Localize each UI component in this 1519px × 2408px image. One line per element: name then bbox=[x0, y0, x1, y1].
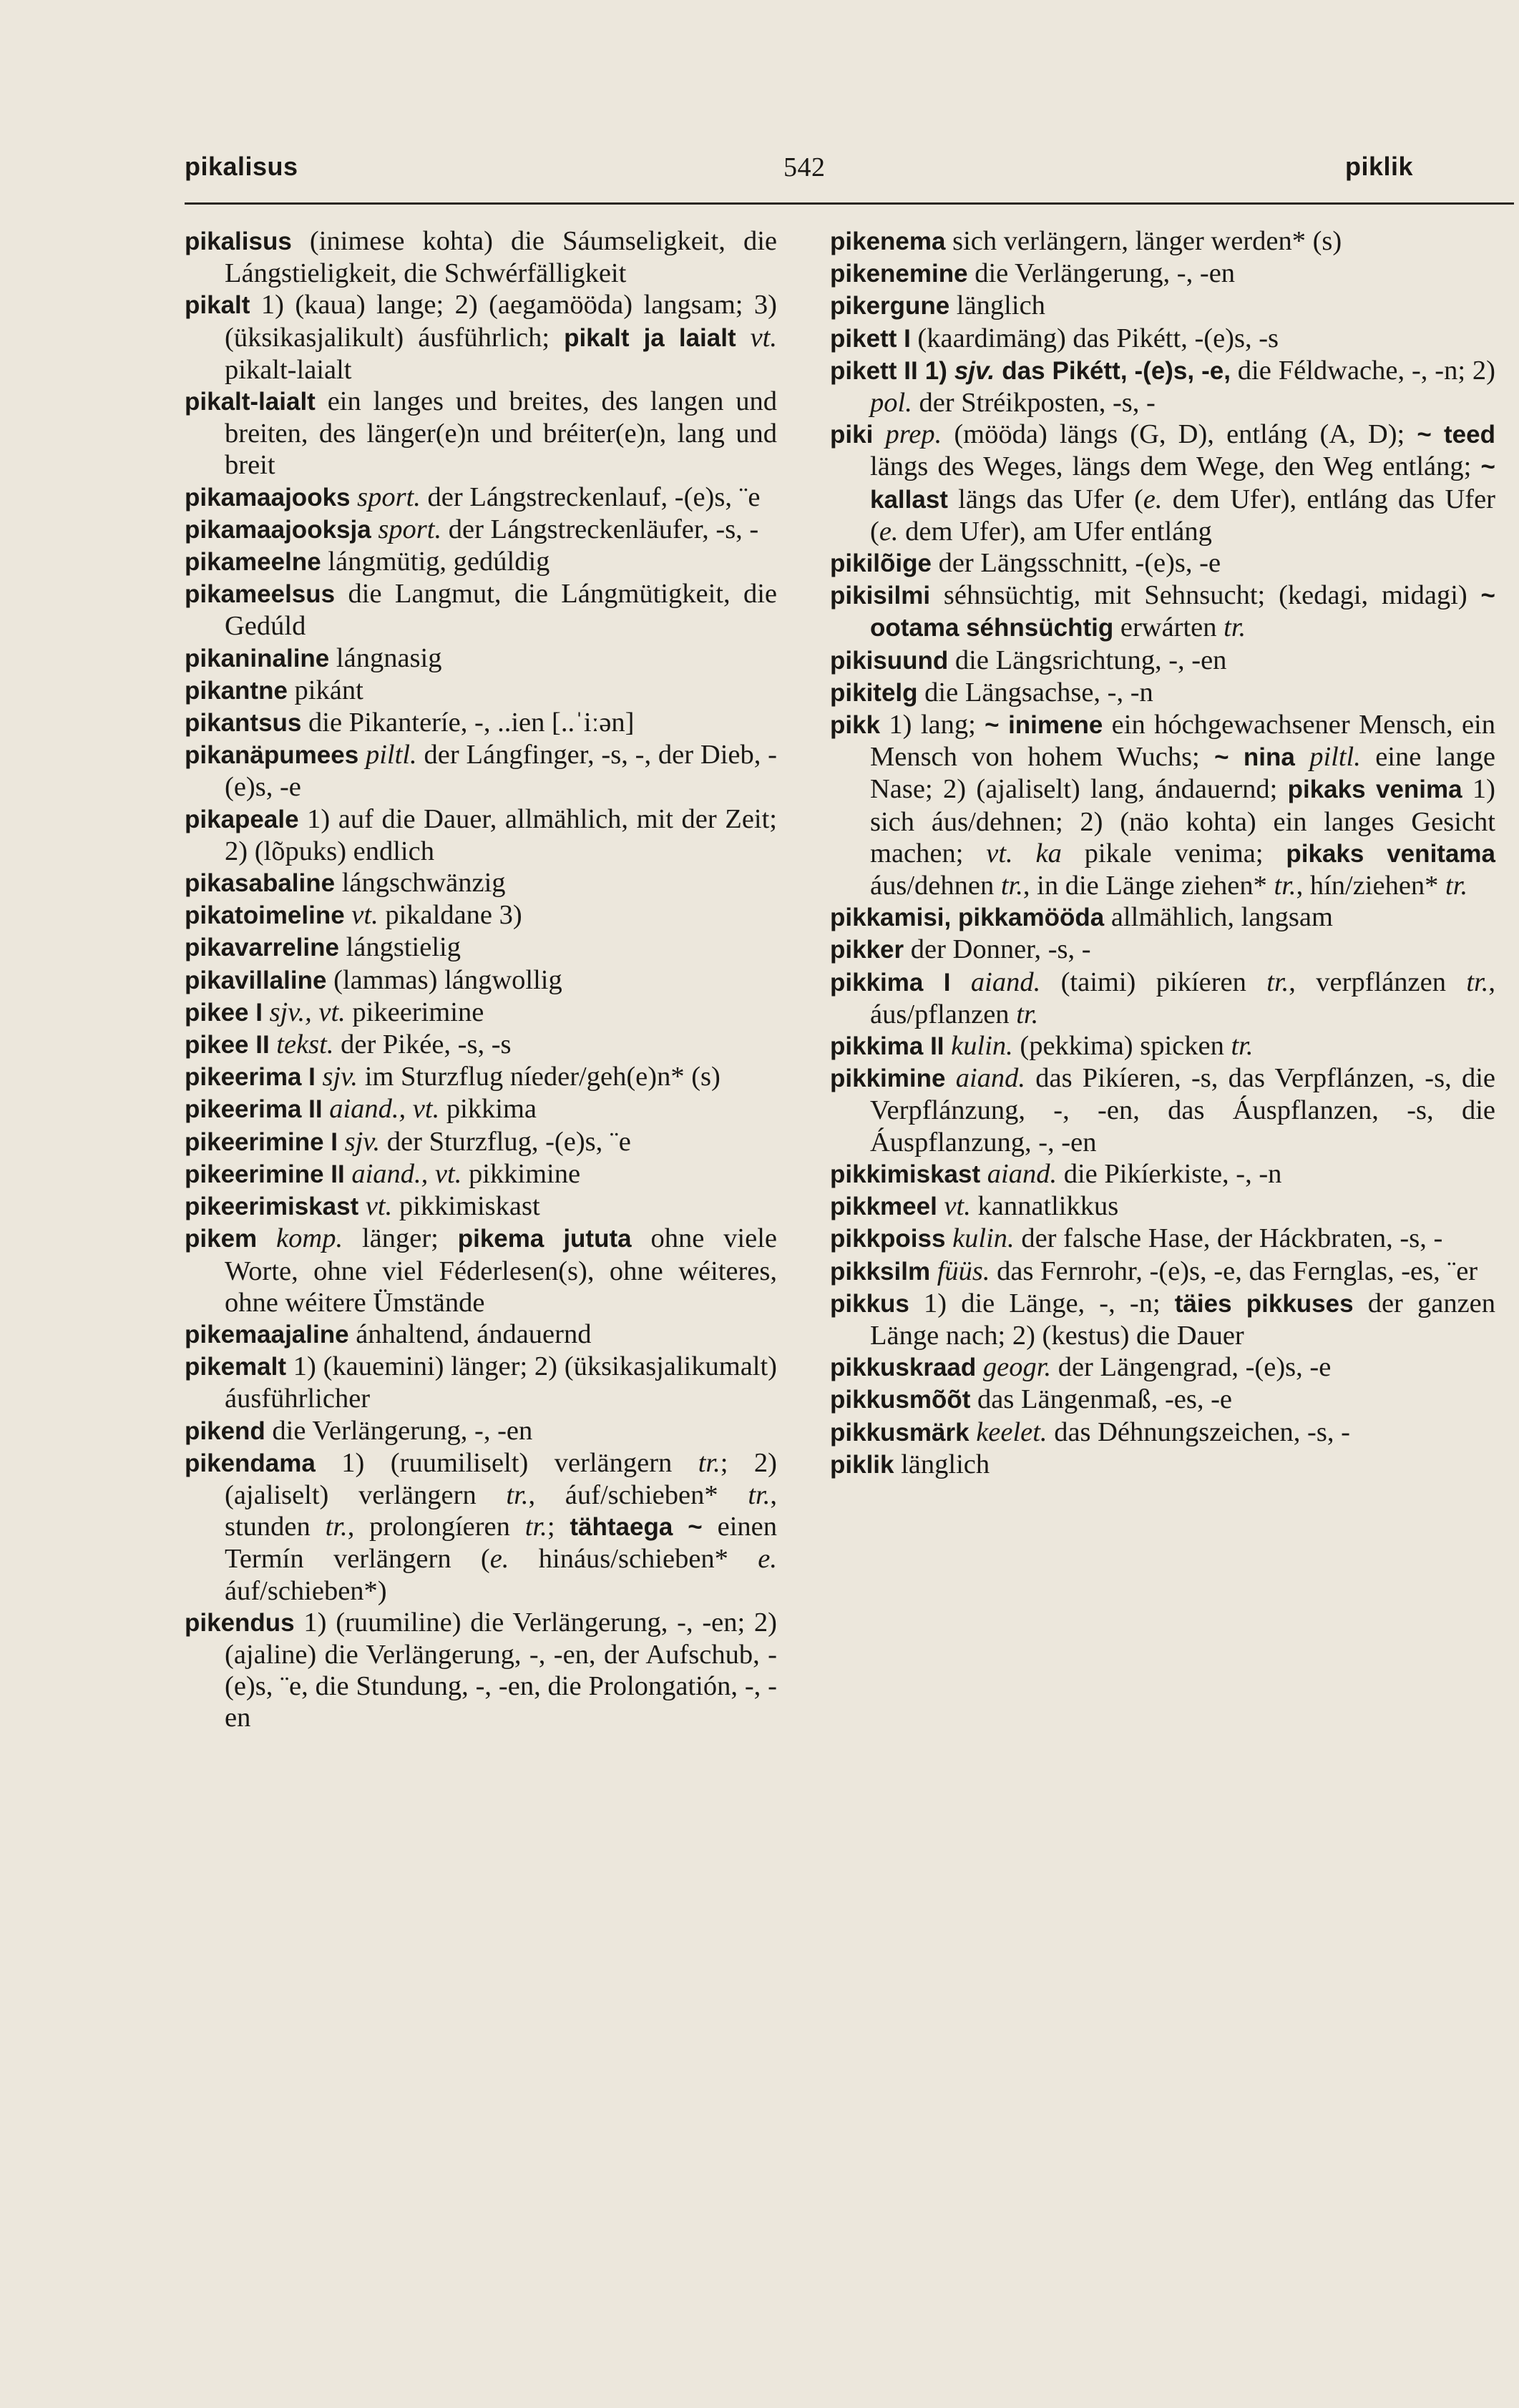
dictionary-entry: pikaninaline lángnasig bbox=[185, 642, 442, 673]
dictionary-entry: pikendama 1) (ruumiliselt) verlängern tr.; 2) (ajaliselt) verlängern tr., áuf/schieben* tr., stunden tr., prolongíeren tr.; tähtaega ~ einen Termín verlängern (e. hináus/schieben* e. áuf/schieben*) bbox=[185, 1447, 777, 1606]
dictionary-entry: pikker der Donner, -s, - bbox=[830, 934, 1091, 965]
dictionary-entry: pikemaajaline ánhaltend, ándauernd bbox=[185, 1318, 592, 1349]
dictionary-entry: pikkpoiss kulin. der falsche Hase, der Háckbraten, -s, - bbox=[830, 1223, 1443, 1254]
running-head-left: pikalisus bbox=[185, 152, 298, 181]
dictionary-entry: pikkimine aiand. das Pikíeren, -s, das Verpflánzen, -s, die Verpflánzung, -, -en, das Áuspflanzen, -s, die Áuspflanzung, -, -en bbox=[830, 1063, 1495, 1157]
dictionary-entry: pikk 1) lang; ~ inimene ein hóchgewachsener Mensch, ein Mensch von hohem Wuchs; ~ nina piltl. eine lange Nase; 2) (ajaliselt) lang, ándauernd; pikaks venima 1) sich áus/dehnen; 2) (näo kohta) ein langes Gesicht machen; vt. ka pikale venima; pikaks venitama áus/dehnen tr., in die Länge ziehen* tr., hín/ziehen* tr. bbox=[830, 710, 1496, 901]
dictionary-entry: pikenema sich verlängern, länger werden* (s) bbox=[830, 226, 1342, 256]
dictionary-entry: pikkima II kulin. (pekkima) spicken tr. bbox=[830, 1031, 1254, 1062]
dictionary-entry: pikett II 1) sjv. das Pikétt, -(e)s, -e, die Féldwache, -, -n; 2) pol. der Stréikposten, -s, - bbox=[830, 355, 1495, 419]
dictionary-entry: pikalt 1) (kaua) lange; 2) (aegamööda) langsam; 3) (üksikasjalikult) áusführlich; pikalt ja laialt vt. pikalt-laialt bbox=[185, 290, 778, 385]
dictionary-entry: pikeerimine I sjv. der Sturzflug, -(e)s, ¨e bbox=[185, 1126, 631, 1157]
dictionary-entry: pikisilmi séhnsüchtig, mit Sehnsucht; (kedagi, midagi) ~ ootama séhnsüchtig erwárten tr. bbox=[830, 580, 1495, 643]
dictionary-entry: pikee I sjv., vt. pikeerimine bbox=[185, 997, 484, 1027]
dictionary-entry: pikameelne lángmütig, gedúldig bbox=[185, 547, 550, 577]
dictionary-entry: pikeerimiskast vt. pikkimiskast bbox=[185, 1191, 540, 1222]
dictionary-entry: pikkuskraad geogr. der Längengrad, -(e)s, -e bbox=[830, 1352, 1332, 1383]
dictionary-entry: pikkimiskast aiand. die Pikíerkiste, -, -n bbox=[830, 1158, 1282, 1189]
dictionary-entry: piki prep. (mööda) längs (G, D), entláng (A, D); ~ teed längs des Weges, längs dem Wege, den Weg entláng; ~ kallast längs das Ufer (e. dem Ufer), entláng das Ufer (e. dem Ufer), am Ufer entláng bbox=[830, 419, 1495, 547]
dictionary-entry: pikkmeel vt. kannatlikkus bbox=[830, 1191, 1119, 1222]
dictionary-entry: pikeerima I sjv. im Sturzflug níeder/geh(e)n* (s) bbox=[185, 1062, 721, 1092]
dictionary-entry: pikapeale 1) auf die Dauer, allmählich, mit der Zeit; 2) (lõpuks) endlich bbox=[185, 803, 777, 866]
dictionary-entry: pikkusmõõt das Längenmaß, -es, -e bbox=[830, 1384, 1233, 1415]
dictionary-entry: pikeerimine II aiand., vt. pikkimine bbox=[185, 1158, 581, 1189]
dictionary-entry: pikamaajooks sport. der Lángstreckenlauf, -(e)s, ¨e bbox=[185, 481, 761, 512]
dictionary-entry: pikksilm füüs. das Fernrohr, -(e)s, -e, das Fernglas, -es, ¨er bbox=[830, 1256, 1478, 1286]
dictionary-entry: pikkusmärk keelet. das Déhnungszeichen, -s, - bbox=[830, 1416, 1350, 1447]
dictionary-entry: piklik länglich bbox=[830, 1449, 990, 1479]
dictionary-entry: pikasabaline lángschwänzig bbox=[185, 868, 506, 899]
dictionary-entry: pikisuund die Längsrichtung, -, -en bbox=[830, 645, 1227, 675]
dictionary-entry: pikamaajooksja sport. der Lángstreckenläufer, -s, - bbox=[185, 514, 759, 544]
dictionary-entry: pikilõige der Längsschnitt, -(e)s, -e bbox=[830, 548, 1221, 579]
dictionary-entry: pikend die Verlängerung, -, -en bbox=[185, 1415, 533, 1446]
dictionary-entry: pikantsus die Pikanteríe, -, ..ien [..ˈiːən] bbox=[185, 708, 635, 738]
page-number: 542 bbox=[783, 152, 826, 182]
dictionary-entry: pikendus 1) (ruumiline) die Verlängerung, -, -en; 2) (ajaline) die Verlängerung, -, -en, der Aufschub, -(e)s, ¨e, die Stundung, -, -en, die Prolongatión, -, -en bbox=[185, 1607, 777, 1733]
dictionary-entry: pikanäpumees piltl. der Lángfinger, -s, -, der Dieb, -(e)s, -e bbox=[185, 740, 778, 803]
dictionary-entry: pikenemine die Verlängerung, -, -en bbox=[830, 258, 1236, 289]
dictionary-entry: pikatoimeline vt. pikaldane 3) bbox=[185, 900, 522, 931]
dictionary-entry: pikett I (kaardimäng) das Pikétt, -(e)s, -s bbox=[830, 323, 1279, 353]
dictionary-entry: pikkus 1) die Länge, -, -n; täies pikkuses der ganzen Länge nach; 2) (kestus) die Dauer bbox=[830, 1288, 1495, 1351]
dictionary-entry: pikitelg die Längsachse, -, -n bbox=[830, 677, 1153, 708]
dictionary-entry: pikameelsus die Langmut, die Lángmütigkeit, die Gedúld bbox=[185, 579, 777, 642]
left-column bbox=[185, 225, 777, 1734]
dictionary-entry: pikem komp. länger; pikema jututa ohne viele Worte, ohne viel Féderlesen(s), ohne wéiteres, ohne wéitere Ümstände bbox=[185, 1223, 778, 1318]
dictionary-entry: pikavarreline lángstielig bbox=[185, 932, 461, 963]
dictionary-entry: pikergune länglich bbox=[830, 290, 1045, 321]
dictionary-entry: pikavillaline (lammas) lángwollig bbox=[185, 964, 562, 995]
right-column bbox=[830, 225, 1495, 1481]
dictionary-entry: pikemalt 1) (kauemini) länger; 2) (üksikasjalikumalt) áusführlicher bbox=[185, 1351, 777, 1414]
dictionary-entry: pikkima I aiand. (taimi) pikíeren tr., verpflánzen tr., áus/pflanzen tr. bbox=[830, 966, 1496, 1029]
running-head-right: piklik bbox=[1345, 152, 1414, 181]
dictionary-entry: pikantne pikánt bbox=[185, 675, 363, 705]
dictionary-entry: pikee II tekst. der Pikée, -s, -s bbox=[185, 1029, 512, 1060]
dictionary-entry: pikeerima II aiand., vt. pikkima bbox=[185, 1094, 537, 1125]
dictionary-entry: pikalt-laialt ein langes und breites, des langen und breiten, des länger(e)n und bréiter(e)n, lang und breit bbox=[185, 386, 777, 481]
dictionary-entry: pikalisus (inimese kohta) die Sáumseligkeit, die Lángstieligkeit, die Schwérfälligkeit bbox=[185, 226, 777, 289]
dictionary-entry: pikkamisi, pikkamööda allmählich, langsam bbox=[830, 902, 1333, 933]
header-rule bbox=[185, 202, 1514, 205]
